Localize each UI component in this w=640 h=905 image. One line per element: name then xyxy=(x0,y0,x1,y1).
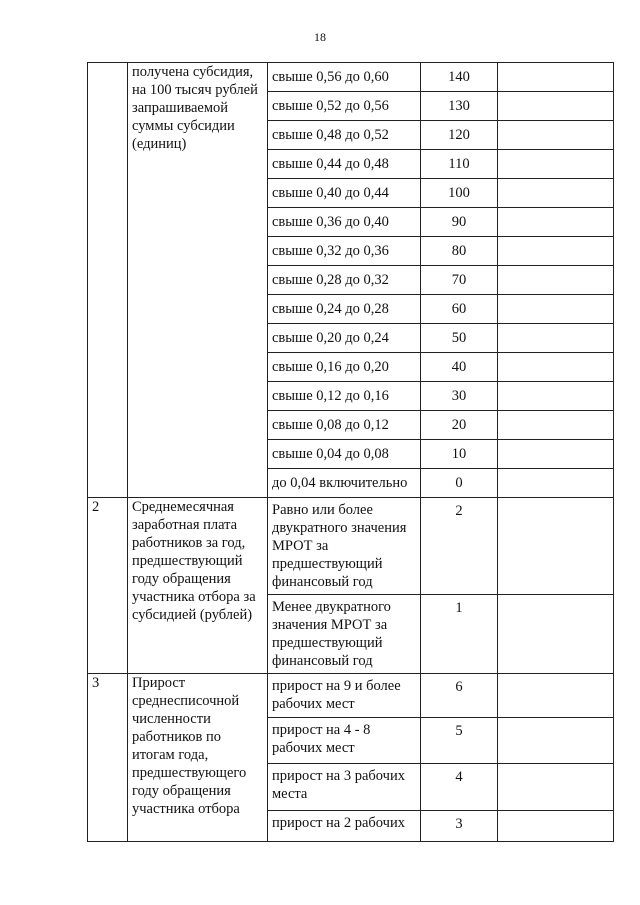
criteria-table xyxy=(87,62,614,842)
score-cell: 80 xyxy=(421,237,498,266)
condition-cell: свыше 0,20 до 0,24 xyxy=(268,324,421,353)
score-cell: 40 xyxy=(421,353,498,382)
condition-cell: свыше 0,48 до 0,52 xyxy=(268,121,421,150)
condition-cell: свыше 0,52 до 0,56 xyxy=(268,92,421,121)
condition-cell: свыше 0,12 до 0,16 xyxy=(268,382,421,411)
condition-cell: до 0,04 включительно xyxy=(268,469,421,498)
condition-cell: свыше 0,44 до 0,48 xyxy=(268,150,421,179)
empty-cell xyxy=(498,498,614,595)
criterion-name: получена субсидия, на 100 тысяч рублей запрашиваемой суммы субсидии (единиц) xyxy=(128,63,268,498)
condition-cell: свыше 0,16 до 0,20 xyxy=(268,353,421,382)
empty-cell xyxy=(498,324,614,353)
criterion-name: Среднемесячная заработная плата работников за год, предшествующий году обращения участника отбора за субсидией (рублей) xyxy=(128,498,268,674)
empty-cell xyxy=(498,764,614,811)
condition-cell: прирост на 4 - 8 рабочих мест xyxy=(268,718,421,764)
empty-cell xyxy=(498,266,614,295)
condition-cell: свыше 0,28 до 0,32 xyxy=(268,266,421,295)
empty-cell xyxy=(498,595,614,674)
condition-cell: Менее двукратного значения МРОТ за предшествующий финансовый год xyxy=(268,595,421,674)
score-cell: 110 xyxy=(421,150,498,179)
condition-cell: прирост на 9 и более рабочих мест xyxy=(268,674,421,718)
condition-cell: свыше 0,32 до 0,36 xyxy=(268,237,421,266)
score-cell: 2 xyxy=(421,498,498,595)
table-row xyxy=(88,498,614,595)
score-cell: 140 xyxy=(421,63,498,92)
empty-cell xyxy=(498,811,614,842)
score-cell: 90 xyxy=(421,208,498,237)
score-cell: 5 xyxy=(421,718,498,764)
empty-cell xyxy=(498,121,614,150)
score-cell: 60 xyxy=(421,295,498,324)
condition-cell: свыше 0,40 до 0,44 xyxy=(268,179,421,208)
empty-cell xyxy=(498,382,614,411)
empty-cell xyxy=(498,440,614,469)
empty-cell xyxy=(498,208,614,237)
criterion-number: 3 xyxy=(88,674,128,842)
empty-cell xyxy=(498,92,614,121)
condition-cell: Равно или более двукратного значения МРОТ за предшествующий финансовый год xyxy=(268,498,421,595)
score-cell: 3 xyxy=(421,811,498,842)
empty-cell xyxy=(498,63,614,92)
condition-cell: свыше 0,36 до 0,40 xyxy=(268,208,421,237)
score-cell: 4 xyxy=(421,764,498,811)
score-cell: 20 xyxy=(421,411,498,440)
empty-cell xyxy=(498,237,614,266)
criterion-name: Прирост среднесписочной численности работников по итогам года, предшествующего году обращения участника отбора xyxy=(128,674,268,842)
page-number: 18 xyxy=(314,30,326,44)
score-cell: 30 xyxy=(421,382,498,411)
criterion-number xyxy=(88,63,128,498)
criterion-number: 2 xyxy=(88,498,128,674)
empty-cell xyxy=(498,411,614,440)
condition-cell: свыше 0,08 до 0,12 xyxy=(268,411,421,440)
empty-cell xyxy=(498,295,614,324)
empty-cell xyxy=(498,718,614,764)
empty-cell xyxy=(498,469,614,498)
empty-cell xyxy=(498,179,614,208)
table-row xyxy=(88,674,614,718)
score-cell: 1 xyxy=(421,595,498,674)
score-cell: 100 xyxy=(421,179,498,208)
empty-cell xyxy=(498,353,614,382)
score-cell: 120 xyxy=(421,121,498,150)
table-row xyxy=(88,63,614,92)
empty-cell xyxy=(498,150,614,179)
condition-cell: прирост на 3 рабочих места xyxy=(268,764,421,811)
condition-cell: свыше 0,56 до 0,60 xyxy=(268,63,421,92)
condition-cell: свыше 0,24 до 0,28 xyxy=(268,295,421,324)
score-cell: 50 xyxy=(421,324,498,353)
condition-cell: прирост на 2 рабочих xyxy=(268,811,421,842)
score-cell: 70 xyxy=(421,266,498,295)
score-cell: 6 xyxy=(421,674,498,718)
empty-cell xyxy=(498,674,614,718)
score-cell: 130 xyxy=(421,92,498,121)
score-cell: 0 xyxy=(421,469,498,498)
score-cell: 10 xyxy=(421,440,498,469)
condition-cell: свыше 0,04 до 0,08 xyxy=(268,440,421,469)
